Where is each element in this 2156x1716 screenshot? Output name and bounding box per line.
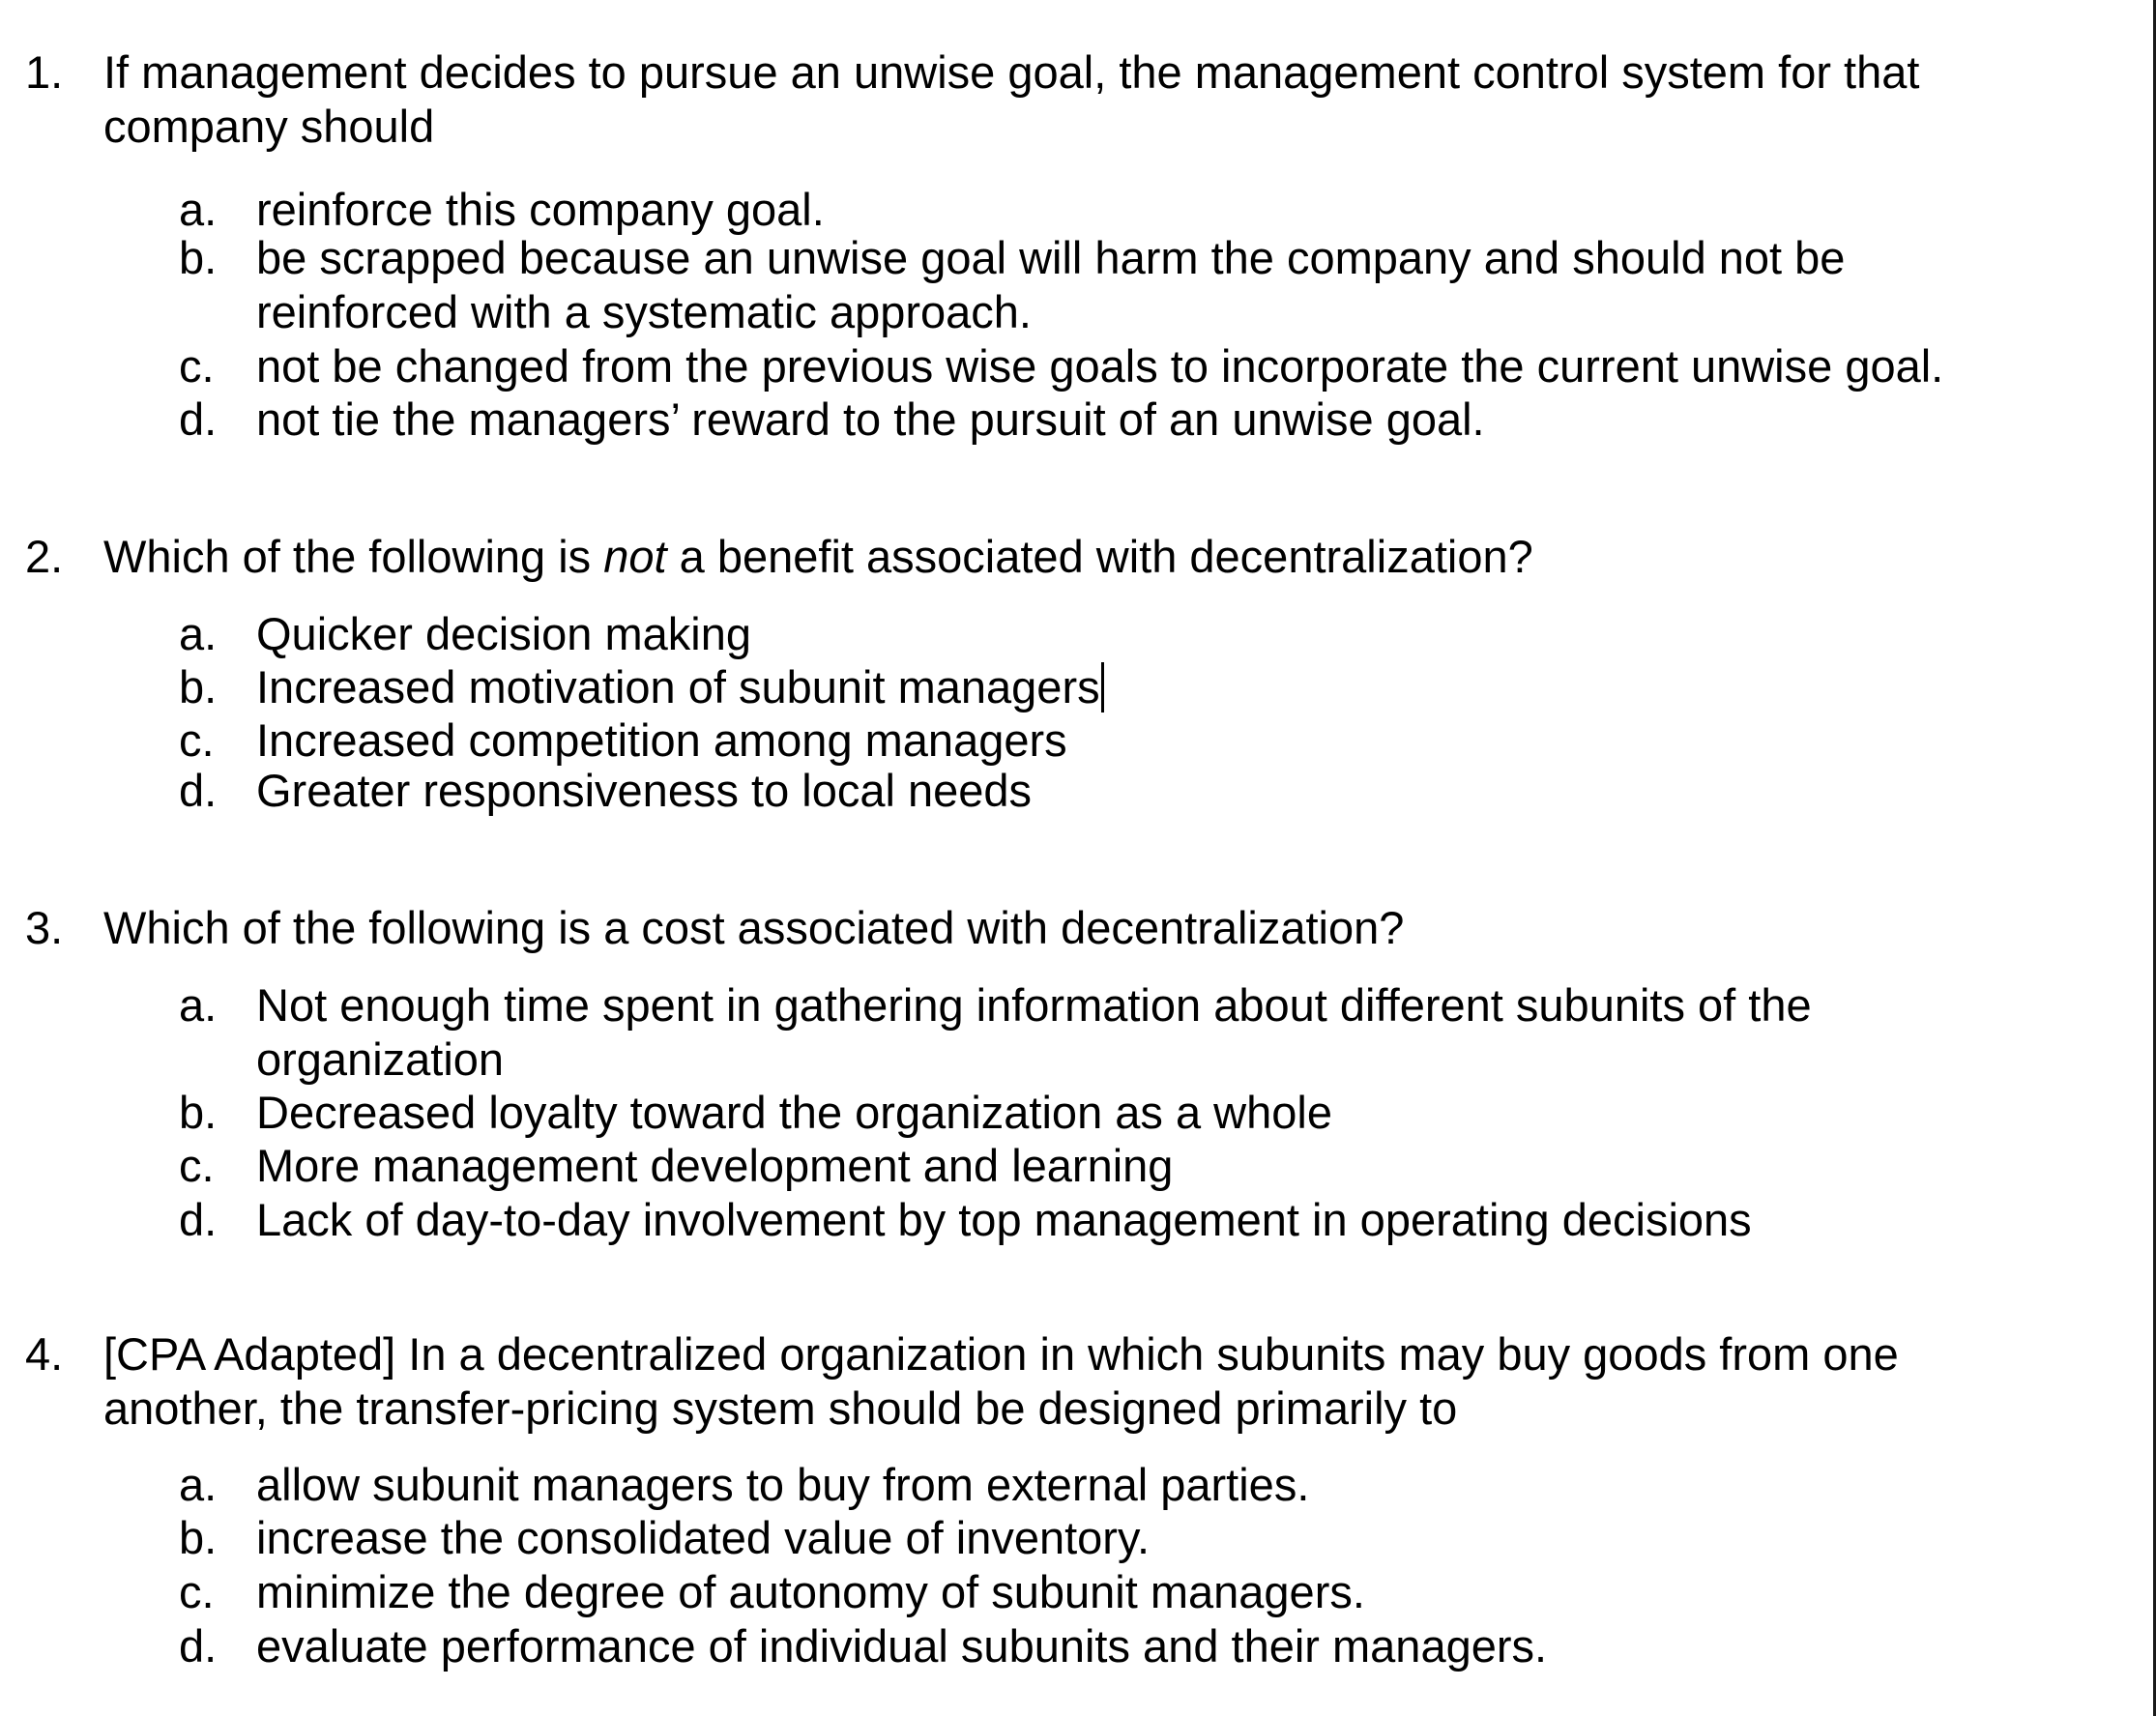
- option-text: [256, 1511, 2093, 1565]
- option-text-line: Increased competition among managers: [256, 714, 1067, 766]
- option-text: [256, 660, 2093, 714]
- option-text: [256, 393, 2093, 447]
- option-text: [256, 231, 2093, 339]
- option-letter: c.: [179, 1566, 215, 1617]
- option-text: [256, 713, 2093, 768]
- option-text-line: be scrapped because an unwise goal will harm the company and should not be: [256, 232, 1846, 283]
- question-number: 4.: [25, 1328, 64, 1380]
- question-text-emphasis: not: [603, 531, 667, 582]
- option-text-line: Increased motivation of subunit managers: [256, 661, 1100, 713]
- question-text: [103, 530, 2056, 584]
- question-text: [103, 901, 2056, 955]
- option-letter: d.: [179, 393, 218, 445]
- question-text: [103, 45, 2056, 154]
- option-text: [256, 764, 2093, 818]
- option-text: [256, 1458, 2093, 1512]
- option-letter: a.: [179, 608, 218, 659]
- option-text-line: reinforce this company goal.: [256, 184, 825, 235]
- question-text-line: If management decides to pursue an unwise goal, the management control system for that: [103, 46, 1920, 98]
- option-letter: a.: [179, 184, 218, 235]
- question-text: [103, 1327, 2056, 1436]
- option-text-line: increase the consolidated value of inventory.: [256, 1512, 1151, 1563]
- option-letter: c.: [179, 340, 215, 392]
- text-cursor: [1101, 662, 1104, 713]
- option-text: [256, 339, 2093, 393]
- option-letter: d.: [179, 1194, 218, 1245]
- option-text: [256, 607, 2093, 661]
- option-text-line: not be changed from the previous wise goals to incorporate the current unwise goal.: [256, 340, 1944, 392]
- option-letter: b.: [179, 661, 218, 713]
- question-number: 2.: [25, 531, 64, 582]
- question-text-line: Which of the following is a cost associated with decentralization?: [103, 902, 1405, 953]
- option-letter: d.: [179, 765, 218, 816]
- option-letter: a.: [179, 979, 218, 1031]
- option-text-line: organization: [256, 1033, 505, 1085]
- option-letter: c.: [179, 1140, 215, 1191]
- option-text-line: reinforced with a systematic approach.: [256, 286, 1032, 337]
- question-number: 1.: [25, 46, 64, 98]
- option-text-line: Not enough time spent in gathering information about different subunits of the: [256, 979, 1812, 1031]
- option-text-line: minimize the degree of autonomy of subunit managers.: [256, 1566, 1365, 1617]
- option-letter: d.: [179, 1620, 218, 1672]
- question-text-part: Which of the following is: [103, 531, 604, 582]
- option-text-line: More management development and learning: [256, 1140, 1174, 1191]
- option-text: [256, 1565, 2093, 1619]
- question-number: 3.: [25, 902, 64, 953]
- option-letter: b.: [179, 1087, 218, 1138]
- option-text-line: Greater responsiveness to local needs: [256, 765, 1033, 816]
- option-text: [256, 1086, 2093, 1140]
- option-text: [256, 1619, 2093, 1673]
- option-text-line: Decreased loyalty toward the organization as a whole: [256, 1087, 1332, 1138]
- option-letter: b.: [179, 232, 218, 283]
- option-text-line: evaluate performance of individual subunits and their managers.: [256, 1620, 1548, 1672]
- question-text-line: company should: [103, 101, 435, 152]
- option-text: [256, 1193, 2093, 1247]
- question-text-line: another, the transfer-pricing system should be designed primarily to: [103, 1382, 1458, 1434]
- option-text-line: Quicker decision making: [256, 608, 751, 659]
- option-text-line: Lack of day-to-day involvement by top management in operating decisions: [256, 1194, 1752, 1245]
- option-letter: c.: [179, 714, 215, 766]
- option-text: [256, 183, 2093, 237]
- question-text-part: a benefit associated with decentralization?: [666, 531, 1533, 582]
- question-text-line: [CPA Adapted] In a decentralized organization in which subunits may buy goods from one: [103, 1328, 1899, 1380]
- option-letter: b.: [179, 1512, 218, 1563]
- option-text: [256, 978, 2093, 1087]
- option-text-line: allow subunit managers to buy from external parties.: [256, 1459, 1310, 1510]
- option-text-line: not tie the managers’ reward to the pursuit of an unwise goal.: [256, 393, 1485, 445]
- option-text: [256, 1139, 2093, 1193]
- option-letter: a.: [179, 1459, 218, 1510]
